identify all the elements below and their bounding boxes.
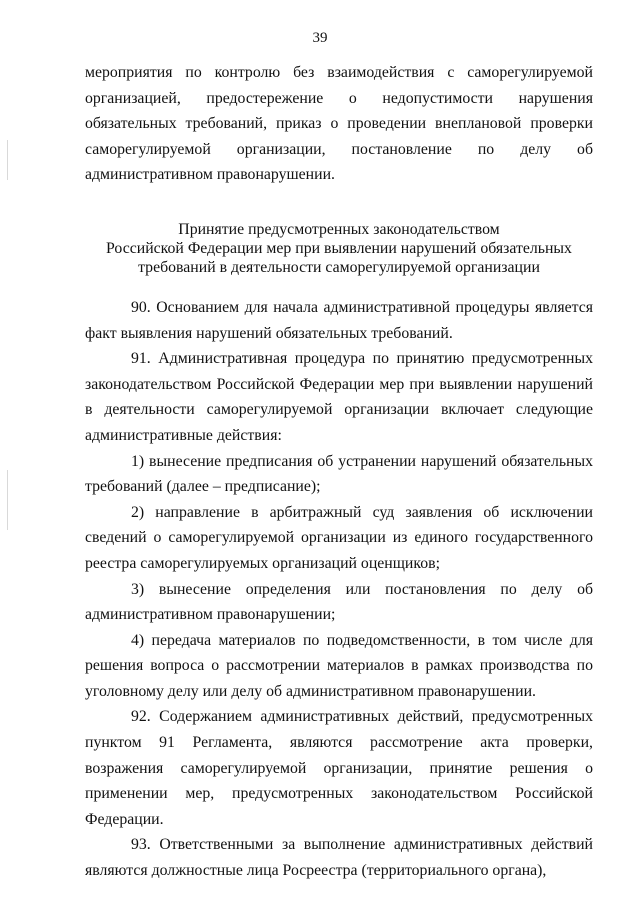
page-number: 39 [312, 30, 328, 46]
paragraph-90: 90. Основанием для начала административной процедуры является факт выявления нарушений обязательных требований. [85, 298, 593, 342]
list-item-1: 1) вынесение предписания об устранении нарушений обязательных требований (далее – предписание); [85, 452, 593, 496]
paragraph-92: 92. Содержанием административных действий, предусмотренных пунктом 91 Регламента, являются рассмотрение акта проверки, возражения саморегулируемой организации, принятие решения о применении мер, предусмотренных законодательством Российской Федерации. [85, 708, 593, 828]
list-item-4: 4) передача материалов по подведомственности, в том числе для решения вопроса о рассмотрении материалов в рамках производства по уголовному делу или делу об административном правонарушении. [85, 631, 593, 700]
section-title-line: требований в деятельности саморегулируемой организации [138, 258, 540, 276]
scan-margin-line [7, 140, 8, 180]
intro-paragraph: мероприятия по контролю без взаимодействия с саморегулируемой организацией, предостережение о недопустимости нарушения обязательных требований, приказ о проведении внеплановой проверки саморегулируемой организации, постановление по делу об административном правонарушении. [85, 64, 593, 184]
document-body [85, 60, 593, 884]
section-title [85, 220, 593, 277]
list-item-3: 3) вынесение определения или постановления по делу об административном правонарушении; [85, 580, 593, 624]
paragraph-93: 93. Ответственными за выполнение административных действий являются должностные лица Росреестра (территориального органа), [85, 836, 593, 880]
scan-margin-line [7, 470, 8, 530]
section-title-line: Российской Федерации мер при выявлении нарушений обязательных [106, 239, 572, 257]
paragraph-91: 91. Административная процедура по принятию предусмотренных законодательством Российской Федерации мер при выявлении нарушений в деятельности саморегулируемой организации включает следующие административные действия: [85, 350, 593, 444]
section-title-line: Принятие предусмотренных законодательством [178, 220, 500, 238]
list-item-2: 2) направление в арбитражный суд заявления об исключении сведений о саморегулируемой организации из единого государственного реестра саморегулируемых организаций оценщиков; [85, 503, 593, 572]
